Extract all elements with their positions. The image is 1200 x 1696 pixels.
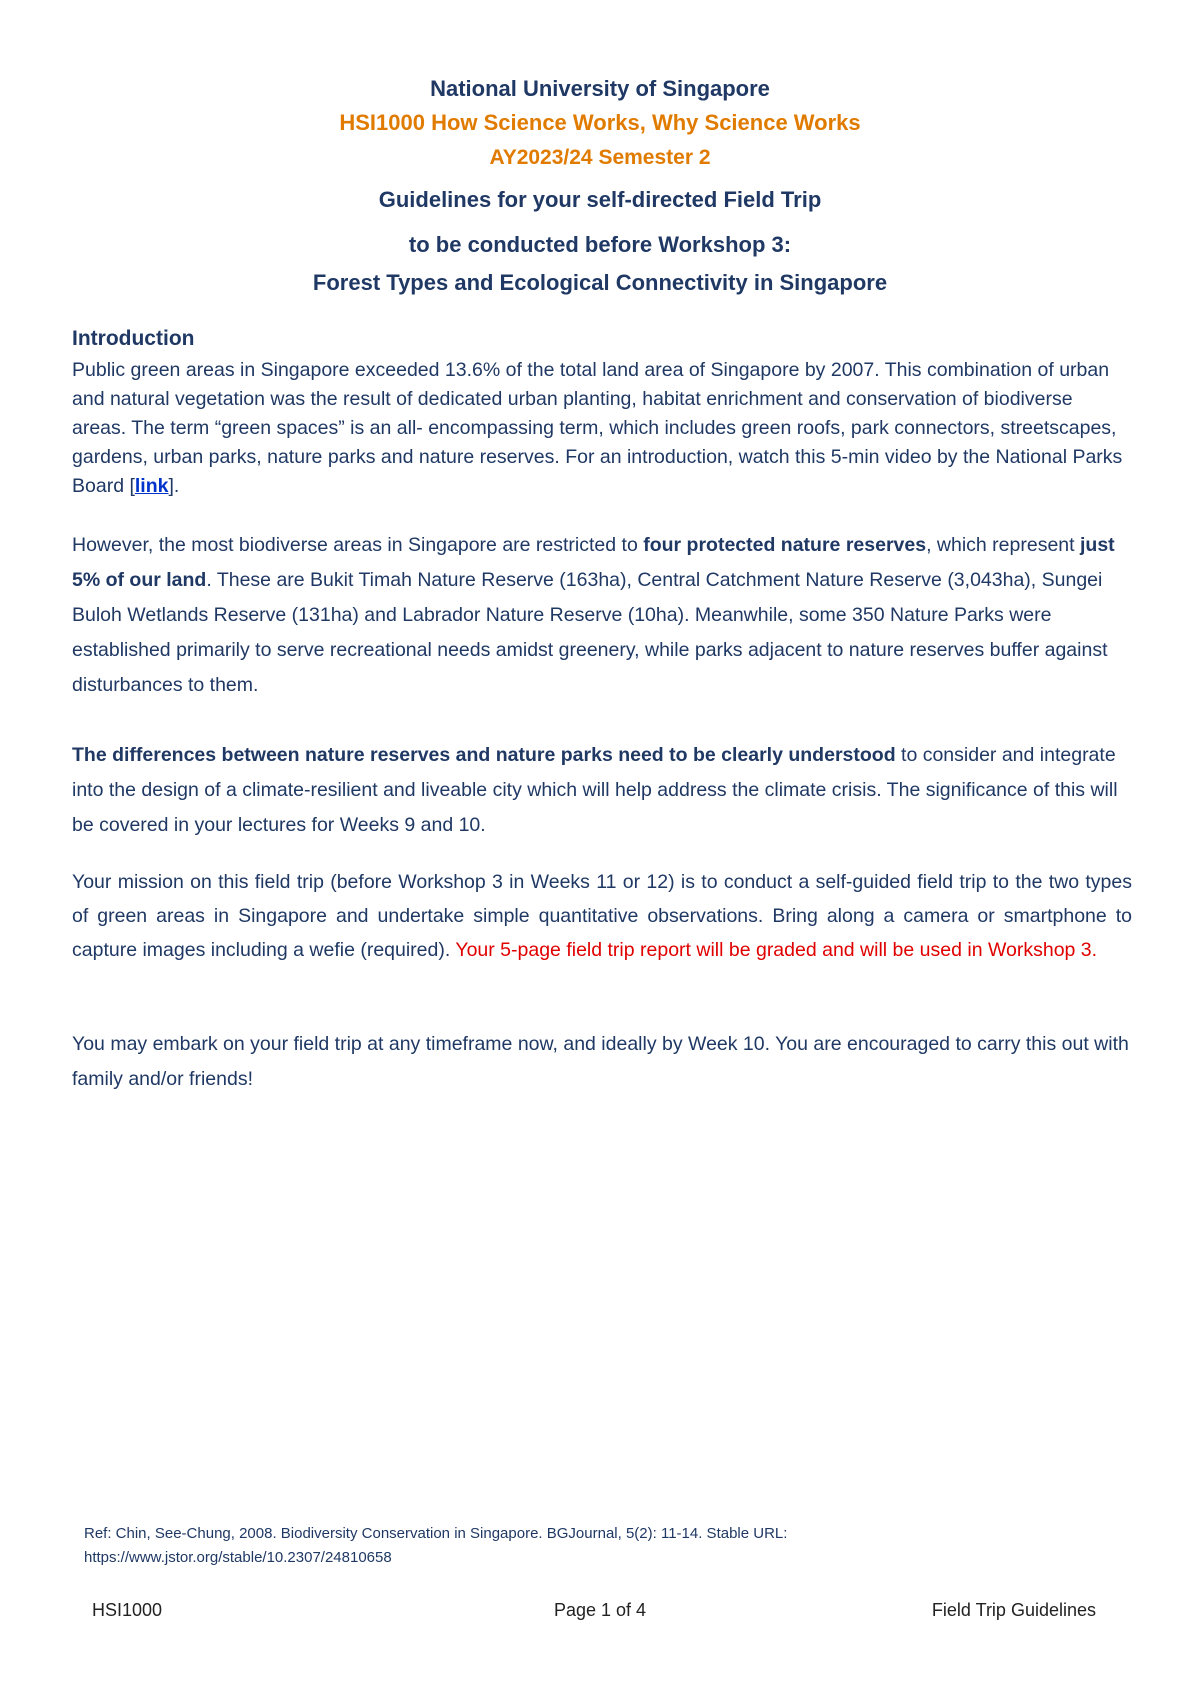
reference-note: Ref: Chin, See-Chung, 2008. Biodiversity Conservation in Singapore. BGJournal, 5(2): 11-14. Stable URL: https://www.jstor.org/stable/10.2307/24810658	[84, 1525, 788, 1566]
footer-page-number: Page 1 of 4	[553, 1600, 647, 1620]
p2-text-a: However, the most biodiverse areas in Singapore are restricted to	[72, 534, 644, 556]
p4-report-note: Your 5-page field trip report will be graded and will be used in Workshop 3.	[455, 939, 1098, 961]
p2-text-e: . These are Bukit Timah Nature Reserve (163ha), Central Catchment Nature Reserve (3,043ha), Sungei Buloh Wetlands Reserve (131ha) and Labrador Nature Reserve (10ha). Meanwhile, some 350 Nature Parks were established primarily to serve recreational needs amidst greenery, while parks adjacent to nature reserves buffer against disturbances to them.	[72, 569, 1108, 696]
p2-bold-land: just 5% of our land	[72, 534, 1115, 591]
footer-course: HSI1000	[92, 1600, 163, 1620]
p4-text: Your mission on this field trip (before Workshop 3 in Weeks 11 or 12) is to conduct a self-guided field trip to the two types of green areas in Singapore and undertake simple quantitative observations. Bring along a camera or smartphone to capture images including a wefie (required).	[72, 871, 1132, 961]
intro-paragraph-1	[72, 356, 1132, 501]
intro-paragraph-3	[72, 738, 1132, 843]
introduction-heading: Introduction	[72, 327, 195, 350]
p3-bold: The differences between nature reserves and nature parks need to be clearly understood	[72, 744, 896, 766]
footer-doc-name: Field Trip Guidelines	[931, 1600, 1096, 1620]
intro-paragraph-5: You may embark on your field trip at any timeframe now, and ideally by Week 10. You are encouraged to carry this out with family and/or friends!	[72, 1033, 1129, 1090]
video-link[interactable]: link	[134, 475, 169, 497]
p2-bold-reserves: four protected nature reserves	[643, 534, 927, 556]
course-title: HSI1000 How Science Works, Why Science Works	[339, 110, 861, 135]
doc-title-line2: to be conducted before Workshop 3:	[408, 232, 792, 257]
university-title: National University of Singapore	[430, 76, 770, 101]
semester-label: AY2023/24 Semester 2	[489, 146, 711, 169]
intro-p1-text: Public green areas in Singapore exceeded 13.6% of the total land area of Singapore by 2007. This combination of urban and natural vegetation was the result of dedicated urban planting, habitat enrichment and conservation of biodiverse areas. The term “green spaces” is an all- encompassing term, which includes green roofs, park connectors, streetscapes, gardens, urban parks, nature parks and nature reserves. For an introduction, watch this 5-min video by the National Parks Board [	[72, 359, 1123, 497]
doc-title-line1: Guidelines for your self-directed Field Trip	[378, 187, 822, 212]
intro-p1-end: ].	[168, 475, 180, 497]
doc-title-line3: Forest Types and Ecological Connectivity in Singapore	[312, 270, 888, 295]
intro-paragraph-2	[72, 528, 1132, 703]
p2-text-c: , which represent	[926, 534, 1080, 556]
p3-text: to consider and integrate into the design of a climate-resilient and liveable city which will help address the climate crisis. The significance of this will be covered in your lectures for Weeks 9 and 10.	[72, 744, 1118, 836]
intro-paragraph-4	[72, 865, 1132, 967]
